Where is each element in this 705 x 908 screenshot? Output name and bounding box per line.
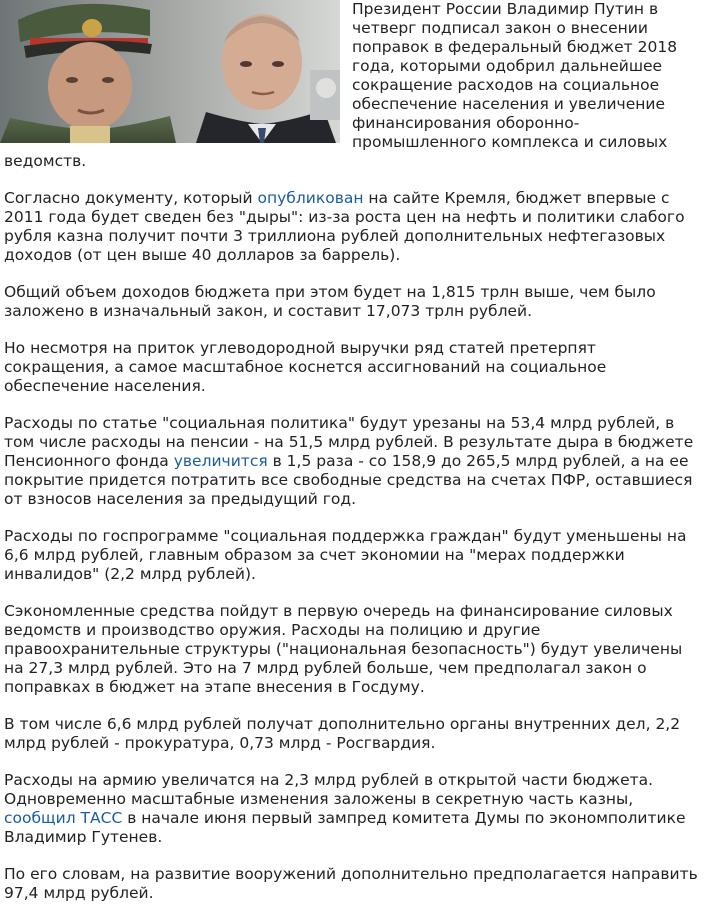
- article-paragraph: [4, 865, 700, 903]
- paragraph-text: Согласно документу, который: [4, 189, 258, 207]
- paragraph-text: в 1,5 раза - со 158,9 до 265,5 млрд рублей, а на ее покрытие придется потратить все свободные средства на счетах ПФР, оставшиеся от взносов населения за предыдущий год.: [4, 452, 693, 508]
- paragraph-text: на сайте Кремля, бюджет впервые с 2011 года будет сведен без "дыры": из-за роста цен на нефть и политики слабого рубля казна получит почти 3 триллиона рублей дополнительных нефтегазовых доходов (от цен выше 40 долларов за баррель).: [4, 189, 685, 264]
- paragraph-text: Расходы по статье "социальная политика" будут урезаны на 53,4 млрд рублей, в том числе расходы на пенсии - на 51,5 млрд рублей. В результате дыра в бюджете Пенсионного фонда: [4, 414, 694, 470]
- paragraph-text: В том числе 6,6 млрд рублей получат дополнительно органы внутренних дел, 2,2 млрд рублей - прокуратура, 0,73 млрд - Росгвардия.: [4, 715, 681, 752]
- paragraph-text: Президент России Владимир Путин в четверг подписал закон о внесении поправок в федеральный бюджет 2018 года, которыми одобрил дальнейшее сокращение расходов на социальное обеспечение населения и увеличение финансирования оборонно-промышленного комплекса и силовых ведомств.: [4, 0, 678, 170]
- paragraph-text: Расходы по госпрограмме "социальная поддержка граждан" будут уменьшены на 6,6 млрд рублей, главным образом за счет экономии на "мерах поддержки инвалидов" (2,2 млрд рублей).: [4, 527, 687, 583]
- article-paragraph: [4, 527, 700, 584]
- article-paragraph: [4, 283, 700, 321]
- paragraph-text: По его словам, на развитие вооружений дополнительно предполагается направить 97,4 млрд рублей.: [4, 865, 698, 902]
- paragraph-text: Расходы на армию увеличатся на 2,3 млрд рублей в открытой части бюджета. Одновременно масштабные изменения заложены в секретную часть казны,: [4, 771, 654, 808]
- article-paragraph: [4, 771, 700, 847]
- photo-illustration: [0, 0, 340, 143]
- article-link[interactable]: сообщил ТАСС: [4, 809, 123, 827]
- paragraph-text: Общий объем доходов бюджета при этом будет на 1,815 трлн выше, чем было заложено в изначальный закон, и составит 17,073 трлн рублей.: [4, 283, 656, 320]
- article-paragraph: [4, 339, 700, 396]
- article-paragraph: [4, 414, 700, 509]
- article-photo: [0, 0, 340, 143]
- article-paragraph: [4, 602, 700, 697]
- paragraph-text: Но несмотря на приток углеводородной выручки ряд статей претерпят сокращения, а самое масштабное коснется ассигнований на социальное обеспечение населения.: [4, 339, 607, 395]
- article-link[interactable]: опубликован: [257, 189, 364, 207]
- paragraph-text: в начале июня первый зампред комитета Думы по экономполитике Владимир Гутенев.: [4, 809, 686, 846]
- article-paragraph: [4, 715, 700, 753]
- article-link[interactable]: увеличится: [173, 452, 268, 470]
- paragraph-text: Сэкономленные средства пойдут в первую очередь на финансирование силовых ведомств и производство оружия. Расходы на полицию и другие правоохранительные структуры ("национальная безопасность") будут увеличены на 27,3 млрд рублей. Это на 7 млрд рублей больше, чем предполагал закон о поправках в бюджет на этапе внесения в Госдуму.: [4, 602, 683, 696]
- article-paragraph: [4, 189, 700, 265]
